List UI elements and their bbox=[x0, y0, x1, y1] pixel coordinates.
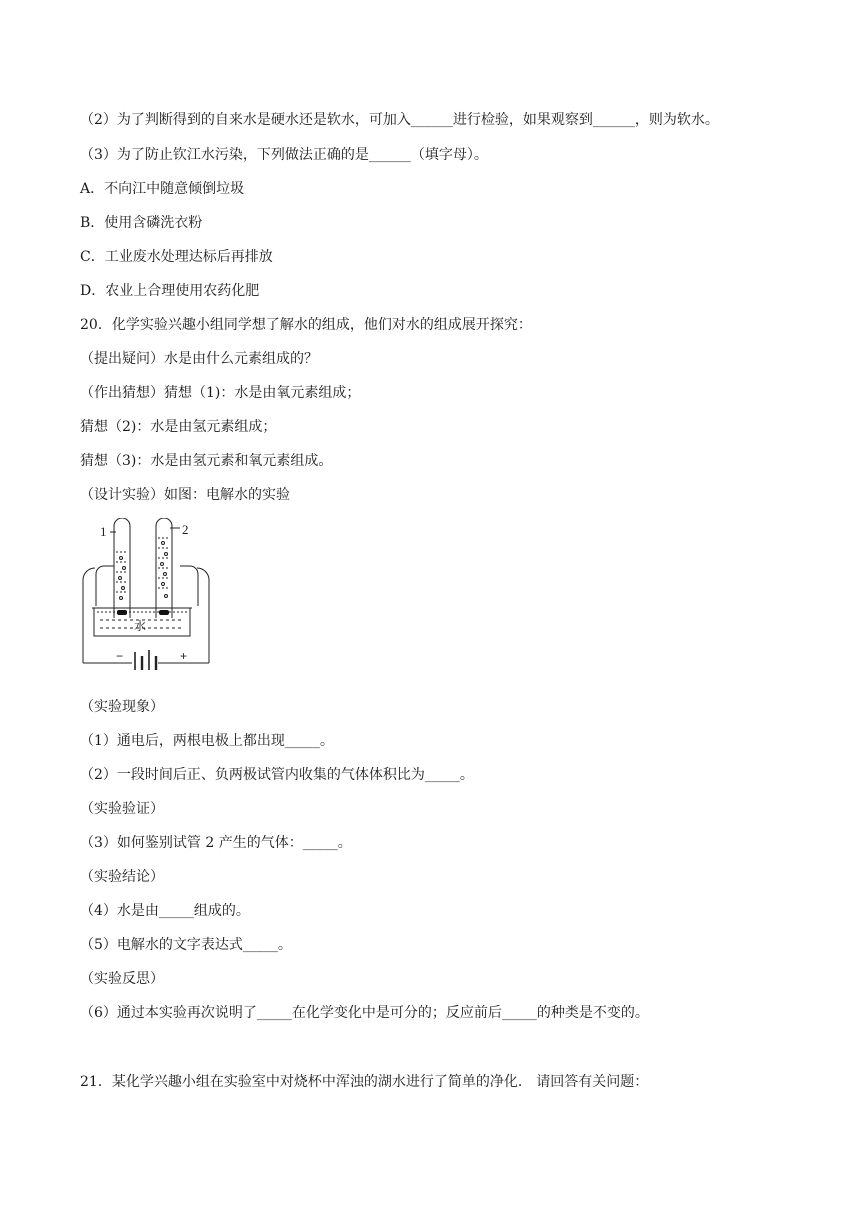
electrolysis-diagram bbox=[80, 518, 215, 670]
hypothesis-1: （作出猜想）猜想（1)：水是由氧元素组成； bbox=[80, 385, 361, 401]
conclusion-5: （5）电解水的文字表达式_____。 bbox=[80, 937, 292, 953]
electrode-negative bbox=[117, 610, 127, 615]
option-c: C．工业废水处理达标后再排放 bbox=[80, 249, 273, 265]
positive-terminal-label: + bbox=[180, 649, 188, 663]
question-21-stem: 21．某化学兴趣小组在实验室中对烧杯中浑浊的湖水进行了简单的净化． 请回答有关问题： bbox=[80, 1074, 649, 1090]
wire-right-top bbox=[180, 566, 198, 606]
question-19-part-3: （3）为了防止钦江水污染，下列做法正确的是______（填字母）。 bbox=[80, 147, 488, 163]
option-a: A．不向江中随意倾倒垃圾 bbox=[80, 181, 245, 197]
option-d: D．农业上合理使用农药化肥 bbox=[80, 283, 260, 299]
design-experiment: （设计实验）如图：电解水的实验 bbox=[80, 487, 290, 503]
tube-1-label: 1 bbox=[100, 524, 107, 539]
reflection-6: （6）通过本实验再次说明了_____在化学变化中是可分的；反应前后_____的种类是不变的。 bbox=[80, 1005, 649, 1021]
negative-terminal-label: − bbox=[116, 649, 124, 663]
option-b: B．使用含磷洗衣粉 bbox=[80, 215, 203, 231]
conclusion-4: （4）水是由_____组成的。 bbox=[80, 903, 250, 919]
electrolysis-apparatus-figure bbox=[80, 518, 215, 670]
hypothesis-3: 猜想（3)：水是由氢元素和氧元素组成。 bbox=[80, 453, 333, 469]
wire-left-top bbox=[96, 566, 114, 606]
heading-verification: （实验验证） bbox=[80, 801, 164, 817]
question-19-part-2: （2）为了判断得到的自来水是硬水还是软水，可加入______进行检验，如果观察到______，则为软水。 bbox=[80, 112, 719, 128]
tube-2-label: 2 bbox=[182, 522, 189, 537]
phenomena-1: （1）通电后，两根电极上都出现_____。 bbox=[80, 733, 334, 749]
hypothesis-2: 猜想（2)：水是由氢元素组成； bbox=[80, 419, 277, 435]
heading-phenomena: （实验现象） bbox=[80, 699, 164, 715]
heading-conclusion: （实验结论） bbox=[80, 869, 164, 885]
verification-3: （3）如何鉴别试管 2 产生的气体：_____。 bbox=[80, 835, 352, 851]
question-20-stem: 20．化学实验兴趣小组同学想了解水的组成，他们对水的组成展开探究： bbox=[80, 317, 532, 333]
wire-left bbox=[83, 568, 95, 663]
wire-right bbox=[197, 568, 209, 663]
raise-question: （提出疑问）水是由什么元素组成的？ bbox=[80, 351, 318, 367]
phenomena-2: （2）一段时间后正、负两极试管内收集的气体体积比为_____。 bbox=[80, 767, 474, 783]
heading-reflection: （实验反思） bbox=[80, 971, 164, 987]
water-label: 水 bbox=[134, 619, 147, 633]
electrode-positive bbox=[159, 610, 169, 615]
